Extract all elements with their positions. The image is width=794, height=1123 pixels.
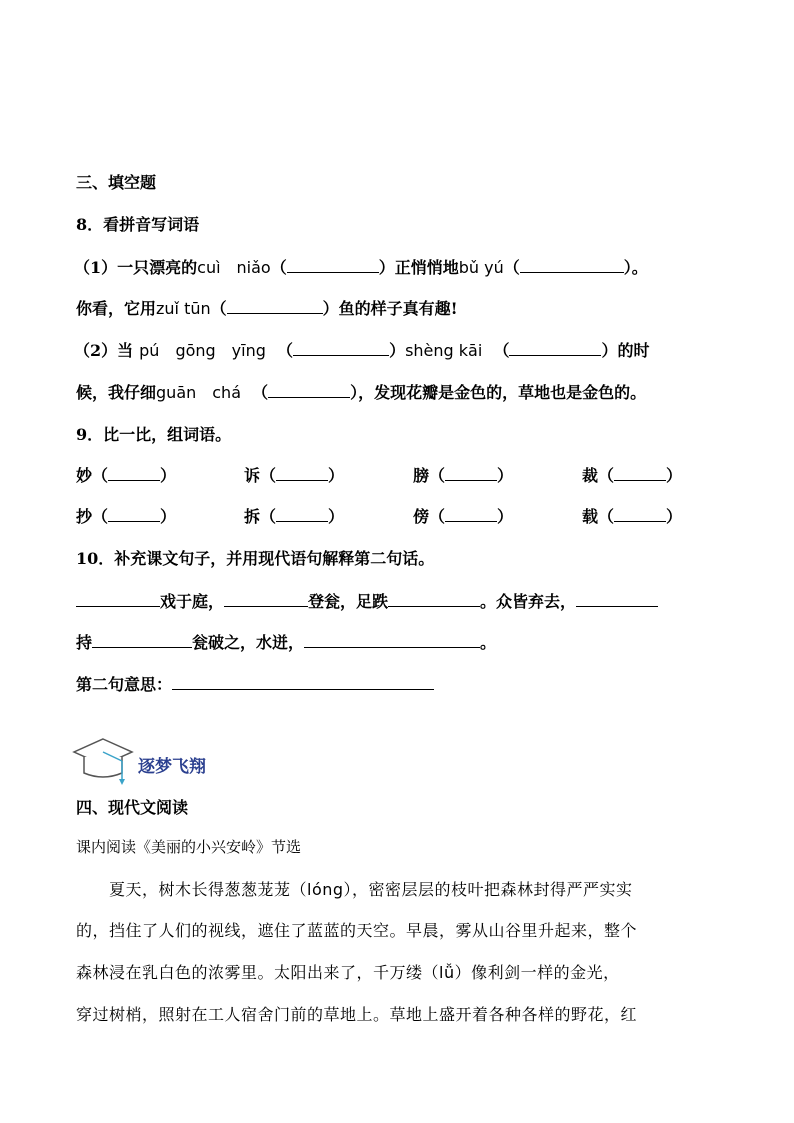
text: ）: [389, 341, 406, 360]
word-item: 载（ ）: [582, 507, 683, 526]
answer-blank[interactable]: [276, 507, 328, 522]
pinyin: guān chá: [156, 383, 242, 402]
answer-blank[interactable]: [445, 507, 497, 522]
paragraph-line: 夏天，树木长得葱葱茏茏（lóng），密密层层的枝叶把森林封得严严实实: [76, 880, 633, 899]
text: ）正悄悄地: [378, 258, 459, 277]
section-title: 四、现代文阅读: [76, 798, 189, 817]
question-title: 9．比一比，组词语。: [76, 425, 232, 444]
text: 持: [76, 633, 93, 652]
text: 你看，它用: [76, 299, 157, 318]
answer-blank[interactable]: [388, 592, 480, 607]
answer-blank[interactable]: [76, 592, 160, 607]
answer-blank[interactable]: [293, 341, 389, 356]
paragraph-line: 穿过树梢，照射在工人宿舍门前的草地上。草地上盛开着各种各样的野花，红: [76, 1005, 638, 1024]
answer-blank[interactable]: [227, 299, 323, 314]
answer-blank[interactable]: [520, 258, 624, 273]
pinyin: bǔ yú: [458, 258, 504, 277]
text: （: [493, 341, 510, 360]
paragraph-line: 的，挡住了人们的视线，遮住了蓝蓝的天空。早晨，雾从山谷里升起来，整个: [76, 921, 638, 940]
text: ）的时: [601, 341, 650, 360]
text: （: [270, 258, 287, 277]
question-title: 10．补充课文句子，并用现代语句解释第二句话。: [76, 549, 435, 568]
reading-subtitle: 课内阅读《美丽的小兴安岭》节选: [76, 838, 302, 856]
q8-line-2: [76, 296, 458, 319]
text: 。: [480, 633, 497, 652]
banner-title: 逐梦飞翔: [138, 757, 206, 777]
answer-blank[interactable]: [172, 675, 434, 690]
answer-blank[interactable]: [614, 466, 666, 481]
answer-blank[interactable]: [509, 341, 601, 356]
answer-blank[interactable]: [92, 633, 192, 648]
answer-blank[interactable]: [224, 592, 308, 607]
pinyin: pú gōng yīng: [139, 341, 266, 360]
text: （2）当: [74, 341, 134, 360]
q8-line-3: [74, 338, 649, 361]
text: （: [503, 258, 520, 277]
paragraph-line: 森林浸在乳白色的浓雾里。太阳出来了，千万缕（lǚ）像利剑一样的金光，: [76, 963, 620, 982]
answer-blank[interactable]: [268, 383, 350, 398]
q10-line-1: [76, 589, 658, 612]
word-item: 诉（ ）: [244, 466, 345, 485]
pinyin: cuì niǎo: [197, 258, 271, 277]
text: 候，我仔细: [76, 383, 157, 402]
text: （: [252, 383, 269, 402]
text: （: [210, 299, 227, 318]
graduation-cap-icon: [70, 735, 136, 785]
text: 戏于庭，: [160, 592, 225, 611]
answer-blank[interactable]: [287, 258, 379, 273]
pinyin: zuǐ tūn: [156, 299, 211, 318]
text: （: [277, 341, 294, 360]
q10-line-2: [76, 630, 496, 653]
text: （1）一只漂亮的: [74, 258, 198, 277]
section-title: 三、填空题: [76, 173, 157, 192]
word-item: 裁（ ）: [582, 466, 683, 485]
word-item: 膀（ ）: [413, 466, 514, 485]
answer-blank[interactable]: [276, 466, 328, 481]
pinyin: shèng kāi: [405, 341, 483, 360]
word-item: 抄（ ）: [76, 507, 177, 526]
answer-blank[interactable]: [576, 592, 658, 607]
answer-blank[interactable]: [304, 633, 480, 648]
text: ），发现花瓣是金色的，草地也是金色的。: [350, 383, 647, 402]
answer-blank[interactable]: [108, 507, 160, 522]
q10-meaning-line: [76, 672, 434, 695]
word-item: 拆（ ）: [244, 507, 345, 526]
text: 登瓮，足跌: [308, 592, 389, 611]
question-title: 8．看拼音写词语: [76, 215, 200, 234]
answer-blank[interactable]: [445, 466, 497, 481]
text: 。众皆弃去，: [480, 592, 577, 611]
word-item: 妙（ ）: [76, 466, 177, 485]
text: 瓮破之，水迸，: [192, 633, 305, 652]
q8-line-4: [76, 380, 646, 403]
text: ）。: [623, 258, 648, 277]
text: ）鱼的样子真有趣!: [322, 299, 458, 318]
q8-line-1: [74, 255, 648, 278]
word-item: 傍（ ）: [413, 507, 514, 526]
text: 第二句意思：: [76, 675, 173, 694]
answer-blank[interactable]: [108, 466, 160, 481]
answer-blank[interactable]: [614, 507, 666, 522]
